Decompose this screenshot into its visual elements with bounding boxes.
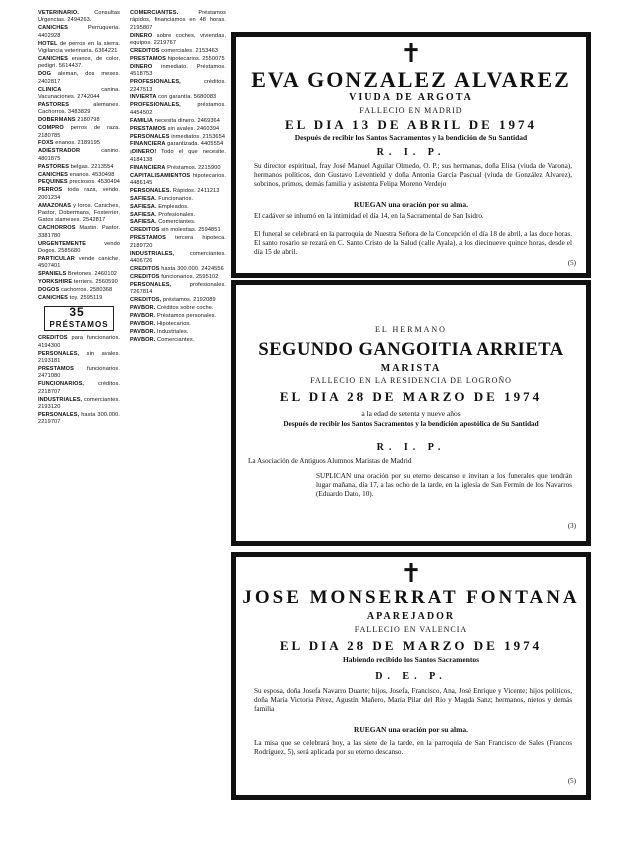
classified-ad-text: Empleados. [158, 203, 189, 210]
classified-ad [130, 321, 226, 328]
classified-ad-heading: PERSONALES [130, 133, 170, 140]
classified-ad-heading: PERSONALES, [38, 350, 80, 357]
classified-ad [38, 41, 120, 56]
death-date: EL DIA 28 DE MARZO DE 1974 [279, 389, 543, 404]
deceased-subtitle: VIUDA DE ARGOTA [349, 92, 473, 103]
section-header-prestamos [44, 306, 114, 331]
classified-ad-heading: PRESTAMOS [130, 125, 166, 132]
classified-ad-text: comerciantes. 2193120 [38, 396, 120, 411]
classified-ad-heading: CANICHES [38, 171, 69, 178]
classified-ad-text: preciosos. 4530494 [69, 179, 120, 186]
classified-ad-heading: DINERO [130, 32, 153, 39]
classified-ad-heading: INDUSTRIALES, [38, 396, 83, 403]
classified-ad-heading: PARTICULAR [38, 256, 75, 262]
classified-ad [130, 235, 226, 250]
classified-ad [38, 87, 120, 102]
death-place: FALLECIO EN LA RESIDENCIA DE LOGROÑO [310, 376, 512, 385]
death-place: FALLECIO EN MADRID [359, 106, 463, 115]
sacraments-line: Habiendo recibido los Santos Sacramentos [342, 655, 480, 664]
classified-ad-text: Perruqueria. 4402928 [38, 25, 120, 39]
classified-ad-text: vende caniche. 4507401 [38, 256, 120, 270]
classified-ad [130, 118, 226, 125]
classified-ad [38, 287, 120, 294]
classified-ad-heading: INDUSTRIALES, [130, 250, 175, 257]
classified-ad-heading: CREDITOS, [130, 297, 162, 304]
classified-ad [38, 381, 120, 396]
association-line: La Asociación de Antiguos Alumnos Maristas de Madrid [248, 457, 412, 465]
classified-ad [130, 48, 226, 55]
classified-ad [38, 56, 120, 71]
classified-ad [130, 219, 226, 226]
classified-ad-heading: CLINICA [38, 86, 62, 93]
classified-ad [38, 256, 120, 271]
classified-ad [130, 329, 226, 336]
classified-ad-heading: PASTORES [38, 163, 70, 170]
classified-ad [130, 134, 226, 141]
classified-ad-text: para funcionarios. 4194300 [38, 335, 120, 349]
classified-ad-heading: VETERINARIO. [38, 10, 79, 16]
classified-ad [38, 279, 120, 286]
classified-ad-text: préstamos. 2192089 [162, 297, 216, 304]
classified-ad-heading: CREDITOS [38, 335, 68, 342]
classified-ad [38, 335, 120, 350]
notice-intro: EL HERMANO [375, 325, 447, 334]
obituary-notice-3 [231, 552, 591, 800]
classified-ad-text: 2180798 [77, 117, 100, 124]
classified-ad [38, 164, 120, 171]
obituary-notice-1 [231, 32, 591, 278]
classified-ad-text: sin molestias. 2594851 [161, 227, 221, 234]
family-paragraph: Su director espiritual, fray José Manuel Aguilar Olmedo, O. P.; sus hermanas, doña Elisa (viuda de Varona), hermanos políticos, don Gustavo Leventield y doña Antonia García Pascual (viuda de González Alvarez), sobrinos, primos, demás familia y asistenta Felipa Moreno Verdejo [254, 162, 572, 188]
section-number: 35 [69, 305, 85, 320]
classified-ad-heading: CREDITOS [130, 265, 160, 272]
classified-ad-heading: SAFIESA. [130, 203, 157, 210]
classified-ad [38, 187, 120, 202]
classified-ad-heading: CREDITOS [130, 48, 160, 55]
classified-ad-text: comerciales. 2153463 [161, 48, 218, 55]
classified-ad [130, 94, 226, 101]
classified-ad-heading: FUNCIONARIOS, [38, 381, 85, 388]
classified-ad-text: funcionarios. 2595102 [161, 273, 219, 280]
deceased-subtitle: MARISTA [380, 363, 442, 374]
classified-ad [130, 141, 226, 148]
classified-ad [38, 102, 120, 117]
classified-ad-text: Funcionarios. [158, 195, 194, 202]
classified-ad-text: préstamos. 4454502 [130, 102, 226, 116]
classified-ad-text: Préstamos. 2215900 [167, 164, 221, 171]
classified-ad [38, 117, 120, 124]
classified-ad-heading: CREDITOS [130, 273, 160, 280]
classifieds-list-bottom [38, 335, 120, 426]
sacraments-line: Después de recibir los Santos Sacramentos y la bendición apostólica de Su Santidad [283, 420, 539, 428]
classified-ad [38, 412, 120, 427]
invitation-paragraph: SUPLICAN una oración por su eterno descanso e invitan a los funerales que tendrán lugar mañana, día 17, a las ocho de la tarde, en la iglesia de San Fermín de los Navarros (Eduardo Dato, 10). [316, 472, 572, 498]
classified-ad [130, 149, 226, 164]
classified-ad-text: Mastin. Pastor. 3381780 [38, 225, 120, 239]
classified-ad-heading: INVIERTA [130, 94, 157, 101]
classified-ad-heading: FOXS [38, 140, 54, 147]
classified-ad-text: inmediato. Préstamos. 4518753 [130, 63, 226, 78]
classified-ad-heading: FAMILIA [130, 117, 154, 124]
prayer-request: RUEGAN una oración por su alma. [353, 200, 469, 209]
classified-ad-text: sin avales. 2193181 [38, 350, 120, 365]
classified-ad [130, 126, 226, 133]
classified-ad-heading: PAVBOR. [130, 304, 156, 311]
classified-ad-text: funcionarios. 2471080 [38, 366, 120, 380]
section-title: PRÉSTAMOS [49, 320, 109, 330]
classified-ad-text: necesita dinero. 2469364 [154, 117, 220, 124]
classified-ad-heading: COMPRO [38, 125, 64, 132]
classified-ad-heading: DINERO [130, 63, 153, 70]
classified-ad-text: enanos, de color, pedigri. 5614437. [38, 55, 120, 70]
death-place: FALLECIO EN VALENCIA [354, 625, 468, 634]
classified-ad-text: créditos. 2218707 [38, 381, 120, 395]
classified-ad [38, 179, 120, 186]
rip-line: R. I. P. [376, 442, 446, 453]
classified-ad-heading: SAFIESA. [130, 195, 157, 202]
classified-ad-text: Todo el que necesite. 4184138 [130, 149, 226, 163]
classified-ad [130, 266, 226, 273]
classified-ad-text: Profesionales. [158, 211, 196, 218]
classified-ad [38, 10, 120, 25]
classified-ad [130, 313, 226, 320]
classified-ad-text: Préstamos personales. [157, 312, 217, 319]
classified-ad-text: Industriales. [157, 328, 189, 335]
classified-ad [130, 165, 226, 172]
classified-ad [130, 79, 226, 94]
classified-ad [130, 33, 226, 48]
classified-ad [38, 140, 120, 147]
classified-ad-heading: CAPITALISAMIENTOS [130, 172, 191, 179]
death-date: EL DIA 13 DE ABRIL DE 1974 [284, 117, 538, 132]
classified-ad-text: con garantía. 5680083 [158, 94, 217, 101]
classifieds-list [130, 10, 226, 344]
classified-ad-heading: YORKSHIRE [38, 279, 73, 286]
classified-ad-text: belgas. 2213554 [70, 163, 114, 170]
classified-ad [38, 397, 120, 412]
classified-ad-text: cachorros. 2580368 [60, 287, 113, 294]
classified-ad-text: hipotecarios. 4486145 [130, 172, 226, 186]
classifieds-column-a [38, 10, 120, 836]
classified-ad [130, 196, 226, 203]
classified-ad [130, 10, 226, 32]
classified-ad-text: hipotecarios. 2550075 [167, 55, 225, 62]
classified-ad-heading: PROFESIONALES, [130, 79, 181, 86]
classified-ad [130, 274, 226, 281]
classified-ad [38, 172, 120, 179]
classified-ad-text: terriers. 2560590 [73, 279, 118, 286]
deceased-name: SEGUNDO GANGOITIA ARRIETA [258, 340, 564, 360]
notice-code: (5) [567, 777, 576, 785]
classified-ad [38, 366, 120, 381]
classified-ad-heading: FINANCIERA [130, 141, 166, 148]
death-date: EL DIA 28 DE MARZO DE 1974 [279, 638, 543, 653]
classified-ad-text: aleman, dos meses. 2402817 [38, 71, 120, 85]
classified-ad-text: inmediatos. 2153654 [171, 133, 226, 140]
classified-ad-text: enanos. 2189195 [55, 140, 101, 147]
classified-ad-heading: PERROS [38, 187, 63, 194]
cross-icon: ✝ [400, 559, 422, 589]
classified-ad-heading: ¡DINERO! [130, 149, 157, 156]
classified-ad [38, 125, 120, 140]
classified-ad [38, 351, 120, 366]
rip-line: D. E. P. [375, 671, 447, 682]
classified-ad-text: sin avales. 2460394 [167, 125, 220, 132]
classified-ad [130, 227, 226, 234]
funeral-paragraph: El funeral se celebrará en la parroquia de Nuestra Señora de la Concepción el día 18 de abril, a las doce horas. El santo rosario se rezará en C. Santo Cristo de la Salud (calle Ayala), a los diecinueve quince horas, desde el día 15 de abril. [254, 230, 572, 256]
classified-ad-text: canina. Vacunaciones. 2742044 [38, 86, 120, 100]
classified-ad-heading: PERSONALES, [130, 281, 172, 288]
classified-ad [38, 71, 120, 86]
burial-paragraph: El cadáver se inhumó en la intimidad el día 14, en la Sacramental de San Isidro. [254, 212, 484, 220]
classified-ad [38, 203, 120, 225]
classified-ad [38, 148, 120, 163]
classified-ad-text: Comerciantes. [157, 336, 195, 343]
classified-ad-heading: SAFIESA. [130, 219, 157, 226]
classified-ad [38, 295, 120, 302]
classified-ad-heading: PERSONALES. [130, 187, 172, 194]
classified-ad [130, 251, 226, 266]
classified-ad-heading: HOTEL [38, 40, 58, 47]
classified-ad [130, 212, 226, 219]
obituary-notice-2 [231, 280, 591, 546]
classified-ad-text: y loros. Caniches, Pastor, Dobermans, Foxterrier, Gatos siameses. 2542817 [38, 202, 120, 224]
family-paragraph: Su esposa, doña Josefa Navarro Duarte; hijos, Josefa, Francisco, Ana, José Enrique y Vicente; hijos políticos, doña María Victoria Pérez, Agustín Mañero, María Pilar del Río y Magda Sanz; hermanos, nietos y demás familia [254, 687, 572, 713]
classified-ad-heading: ADIESTRADOR [38, 148, 81, 155]
classified-ad-heading: PERSONALES, [38, 412, 80, 418]
deceased-name: JOSE MONSERRAT FONTANA [242, 587, 580, 608]
deceased-subtitle: APAREJADOR [366, 611, 456, 622]
classified-ad-text: Rápidos. 2411213 [172, 187, 220, 194]
classified-ad-text: garantizada. 4405554 [167, 141, 224, 148]
classified-ad-text: perros de raza. 2180785 [38, 125, 120, 139]
classified-ad [130, 305, 226, 312]
classified-ad [130, 188, 226, 195]
classified-ad [130, 173, 226, 188]
classified-ad-text: canino. 4801875 [38, 148, 120, 162]
classified-ad [130, 102, 226, 117]
classified-ad-heading: SAFIESA. [130, 211, 157, 218]
classified-ad-heading: SPANIELS [38, 271, 67, 278]
classified-ad [130, 56, 226, 63]
prayer-request: RUEGAN una oración por su alma. [353, 725, 469, 734]
classified-ad-text: hasta 300.000. 2424556 [161, 265, 224, 272]
classified-ad-heading: CANICHES [38, 25, 69, 32]
classified-ad-heading: URGENTEMENTE [38, 240, 87, 247]
classified-ad [38, 225, 120, 240]
deceased-name: EVA GONZALEZ ALVAREZ [251, 67, 571, 92]
classified-ad-heading: COMERCIANTES. [130, 10, 179, 16]
classified-ad [130, 337, 226, 344]
classified-ad-text: Comerciantes. [158, 219, 196, 226]
cross-icon: ✝ [400, 39, 422, 69]
classified-ad-text: enanos. 4530498 [69, 171, 115, 178]
classified-ad-text: hasta 300.000. 2219707 [38, 412, 120, 426]
classified-ad-heading: PRESTAMOS [130, 55, 166, 62]
classified-ad-text: Créditos sobre coche. [157, 304, 214, 311]
classified-ad-text: vendo Dogos. 2585680 [38, 240, 120, 255]
classified-ad-text: Consultas Urgencias. 2494263. [38, 10, 120, 24]
classified-ad [130, 204, 226, 211]
classified-ad-heading: DOBERMANS [38, 117, 76, 124]
classified-ad-heading: PRESTAMOS [38, 366, 74, 373]
classified-ad-heading: CACHORROS [38, 225, 76, 232]
classified-ad [130, 297, 226, 304]
classified-ad [130, 282, 226, 297]
classified-ad-heading: DOGOS [38, 287, 60, 294]
classified-ad-text: comerciantes. 4406726 [130, 250, 226, 264]
classified-ad-heading: AMAZONAS [38, 202, 72, 209]
classified-ad-text: toda raza, vendo. 2001234 [38, 187, 120, 201]
classified-ad-heading: PRESTAMOS [130, 235, 166, 242]
classified-ad-text: tercera hipoteca. 2189720 [130, 235, 226, 249]
classified-ad-heading: DOG [38, 71, 52, 78]
classified-ad-heading: PAVBOR. [130, 328, 156, 335]
classifieds-column-b [130, 10, 226, 836]
classified-ad-text: créditos. 2247513 [130, 79, 226, 93]
classified-ad-heading: PAVBOR. [130, 336, 156, 343]
classified-ad-text: sobre coches, viviendas, equipos. 2219767 [130, 32, 226, 47]
classified-ad-text: alemanes. Cachorros. 3483829 [38, 101, 120, 116]
classified-ad-heading: PROFESIONALES, [130, 102, 181, 109]
classified-ad-heading: CREDITOS [130, 227, 160, 234]
classified-ad-heading: CANICHES [38, 55, 69, 62]
notice-code: (5) [567, 259, 576, 267]
classified-ad-heading: PAVBOR. [130, 312, 156, 319]
classified-ad-heading: PEQUINES [38, 179, 68, 186]
sacraments-line: Después de recibir los Santos Sacramentos y la bendición de Su Santidad [294, 133, 528, 142]
age-line: a la edad de setenta y nueve años [361, 409, 461, 418]
notice-code: (3) [567, 522, 576, 530]
classified-ad-text: profesionales. 7267814 [130, 281, 226, 296]
classified-ad [38, 25, 120, 40]
classified-ad [38, 271, 120, 278]
classified-ad-text: Bretones. 2460102 [68, 271, 117, 278]
classified-ad-text: de perros en la sierra. Vigilancia veterinaria. 6364221 [38, 40, 120, 55]
classified-ad-heading: PAVBOR. [130, 320, 156, 327]
classified-ad-heading: CANICHES [38, 295, 69, 302]
mass-paragraph: La misa que se celebrará hoy, a las siete de la tarde, en la parroquia de San Francisco de Sales (Francos Rodríguez, 5), será aplicada por su eterno descanso. [254, 739, 572, 756]
classified-ad [130, 64, 226, 79]
classified-ad-heading: PASTORES [38, 101, 70, 108]
classified-ad-text: toy. 2595119 [69, 295, 103, 302]
classified-ad-heading: FINANCIERA [130, 164, 166, 171]
rip-line: R. I. P. [376, 147, 446, 158]
classifieds-list-top [38, 10, 120, 302]
classified-ad-text: Hipotecarios. [157, 320, 191, 327]
classified-ad [38, 241, 120, 256]
classified-ad-text: Préstamos rápidos, financiamos en 48 horas. 2195807 [130, 10, 226, 31]
